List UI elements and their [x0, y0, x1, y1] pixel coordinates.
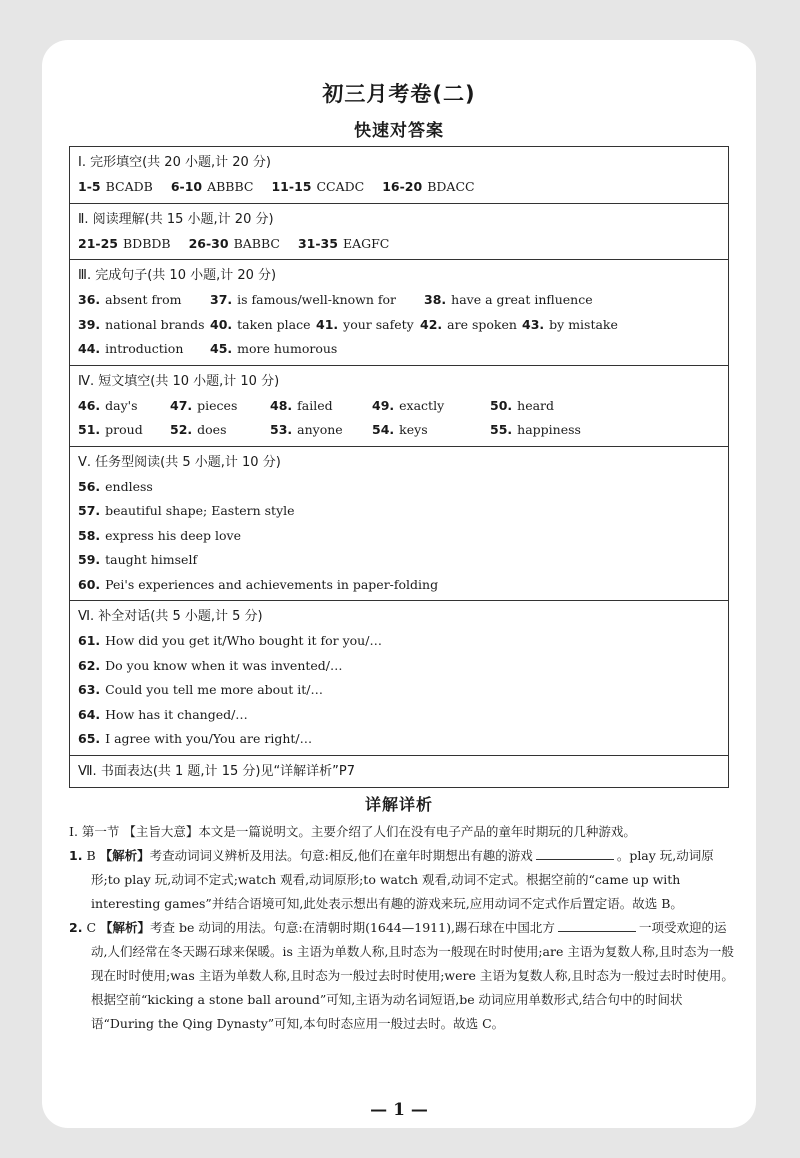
section-heading: Ⅰ. 完形填空(共 20 小题,计 20 分)	[78, 155, 271, 170]
answer-row	[78, 337, 720, 362]
detail-intro: Ⅰ. 第一节 【主旨大意】本文是一篇说明文。主要介绍了人们在没有电子产品的童年时期玩的几种游戏。	[69, 824, 636, 839]
answer-row: 59. taught himself	[78, 552, 198, 567]
answer-item: 36. absent from	[78, 292, 182, 307]
section-heading: Ⅳ. 短文填空(共 10 小题,计 10 分)	[78, 373, 280, 389]
section-heading: Ⅵ. 补全对话(共 5 小题,计 5 分)	[78, 609, 263, 624]
answer-row: 58. express his deep love	[78, 527, 241, 543]
section-dialogue	[70, 600, 728, 755]
answer-item: 43. by mistake	[522, 316, 618, 332]
answer-row: 64. How has it changed/…	[78, 706, 248, 722]
answer-item: 45. more humorous	[210, 341, 338, 356]
answer-blank	[558, 920, 636, 932]
answer-row: 61. How did you get it/Who bought it for you/…	[78, 633, 382, 648]
answer-item: 6-10 ABBBC	[170, 179, 254, 194]
section-writing	[70, 755, 728, 787]
section-heading: Ⅱ. 阅读理解(共 15 小题,计 20 分)	[78, 211, 274, 227]
answer-table	[69, 146, 729, 788]
detail-title: 详解详析	[364, 795, 433, 814]
answer-item: 1-5 BCADB	[78, 179, 153, 194]
answer-item: 21-25 BDBDB	[78, 235, 171, 251]
answer-item: 40. taken place	[210, 316, 311, 332]
section-heading: Ⅶ. 书面表达(共 1 题,计 15 分)见“详解详析”P7	[78, 763, 356, 779]
answer-row	[78, 313, 720, 338]
answer-item: 11-15 CCADC	[271, 179, 365, 194]
answer-row	[78, 418, 720, 443]
answer-blank	[536, 848, 614, 860]
answer-item: 50. heard	[490, 397, 555, 413]
answer-item: 46. day's	[78, 397, 138, 413]
answer-item: 47. pieces	[170, 397, 238, 413]
section-sentences	[70, 259, 728, 365]
answer-row: 57. beautiful shape; Eastern style	[78, 503, 295, 518]
page-title: 初三月考卷(二)	[322, 82, 476, 106]
page-subtitle: 快速对答案	[354, 121, 444, 141]
section-cloze	[70, 147, 728, 203]
answer-item: 48. failed	[270, 397, 333, 413]
answer-item: 31-35 EAGFC	[297, 235, 390, 251]
answer-row	[78, 232, 720, 257]
section-task-reading	[70, 446, 728, 601]
answer-item: 52. does	[170, 422, 227, 437]
answer-item: 26-30 BABBC	[188, 235, 280, 251]
answer-item: 16-20 BDACC	[382, 179, 475, 194]
answer-item: 44. introduction	[78, 341, 184, 356]
answer-row	[78, 394, 720, 419]
answer-row: 56. endless	[78, 478, 153, 494]
detail-question-2: 2. C 【解析】考查 be 动词的用法。句意:在清朝时期(1644—1911),踢石球在中国北方 一项受欢迎的运动,人们经常在冬天踢石球来保暖。is 主语为单数人称,且时态为一般现在时时使用;are 主语为复数人称,且时态为一般现在时时使用;was 主语为单数人称,且时态为一般过去时时使用;were 主语为复数人称,且时态为一般过去时时使用。根据空前“kicking a stone ball around”可知,主语为动名词短语,be 动词应用单数形式,结合句中的时间状语“During the Qing Dynasty”可知,本句时态应用一般过去时。故选 C。	[69, 920, 734, 1031]
answer-item: 41. your safety	[316, 316, 414, 332]
answer-item: 38. have a great influence	[424, 292, 593, 307]
answer-item: 37. is famous/well-known for	[210, 292, 396, 307]
answer-item: 54. keys	[372, 422, 428, 437]
answer-item: 51. proud	[78, 422, 143, 437]
section-passage-fill	[70, 365, 728, 446]
section-heading: Ⅲ. 完成句子(共 10 小题,计 20 分)	[78, 268, 277, 283]
answer-row: 65. I agree with you/You are right/…	[78, 731, 313, 746]
answer-item: 49. exactly	[372, 397, 445, 413]
detail-question-1: 1. B 【解析】考查动词词义辨析及用法。句意:相反,他们在童年时期想出有趣的游戏 。play 玩,动词原形;to play 玩,动词不定式;watch 观看,动词原形;to watch 观看,动词不定式。根据空前的“came up with interesting games”并结合语境可知,此处表示想出有趣的游戏来玩,应用动词不定式作后置定语。故选 B。	[69, 848, 714, 911]
answer-row	[78, 175, 720, 200]
answer-item: 39. national brands	[78, 316, 205, 332]
page-number: — 1 —	[370, 1100, 428, 1120]
detail-body	[69, 820, 737, 1036]
answer-item: 42. are spoken	[420, 316, 517, 332]
answer-sheet	[42, 40, 756, 1128]
answer-row: 63. Could you tell me more about it/…	[78, 682, 323, 697]
section-heading: Ⅴ. 任务型阅读(共 5 小题,计 10 分)	[78, 454, 281, 470]
answer-row: 62. Do you know when it was invented/…	[78, 657, 343, 673]
answer-item: 53. anyone	[270, 422, 343, 437]
answer-item: 55. happiness	[490, 422, 581, 437]
answer-row: 60. Pei's experiences and achievements in paper-folding	[78, 576, 439, 592]
section-reading	[70, 203, 728, 260]
answer-row	[78, 288, 720, 313]
